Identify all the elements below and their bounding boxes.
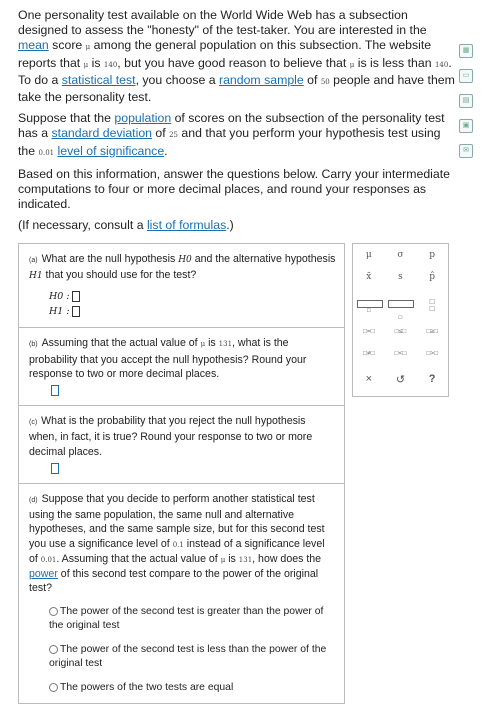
gt-button[interactable]: □>□ [426, 350, 438, 357]
radio-button[interactable] [49, 607, 58, 616]
paragraph-3: Based on this information, answer the questions below. Carry your intermediate computations to four or more decimal places, and round your responses as indicated. [18, 166, 450, 212]
h0-answer-input[interactable] [72, 291, 80, 302]
value-01: 0.1 [172, 540, 184, 549]
question-text: of this second test compare to the power of the original test? [29, 568, 319, 595]
text: of scores on the subsection of the personality test has a [18, 111, 445, 141]
op: ≥ [430, 328, 434, 335]
xbar-button[interactable]: x̄ [366, 272, 372, 282]
mu-button[interactable]: μ [365, 250, 372, 260]
power-link[interactable]: power [29, 568, 58, 581]
problem-statement [18, 8, 458, 240]
text: people and have them take the personality test. [18, 72, 455, 105]
radio-button[interactable] [49, 645, 58, 654]
standard-deviation-link[interactable]: standard deviation [51, 126, 152, 141]
text: .) [226, 218, 234, 233]
random-sample-link[interactable]: random sample [218, 72, 304, 87]
clear-icon[interactable]: × [365, 373, 373, 385]
text: . To do a [18, 55, 452, 87]
question-text: What are the null hypothesis [41, 253, 179, 265]
text: , but you have good reason to believe that [117, 55, 350, 70]
op: = [366, 328, 371, 335]
text: is [354, 55, 371, 70]
null-hypothesis-line [29, 289, 336, 304]
geq-button[interactable]: □≥□ [426, 328, 438, 335]
value-50: 50 [320, 77, 330, 86]
text: of [303, 72, 321, 87]
text: One personality test available on the World Wide Web has a subsection designed to assess the "honesty" of the test-taker. You are interested in the [18, 8, 427, 38]
question-label: (d) [29, 497, 38, 505]
value-140: 140 [434, 60, 449, 69]
text: among the general population on this subsection. The website reports that [18, 38, 432, 70]
text: and that you perform your hypothesis test using the [18, 126, 441, 158]
text: is less than [370, 55, 435, 70]
palette-row [353, 298, 448, 321]
significance-level-link[interactable]: level of significance [57, 143, 165, 158]
question-text: instead of a significance level of [29, 537, 325, 565]
mu-symbol: μ [220, 555, 226, 564]
neq-button[interactable]: □≠□ [363, 350, 375, 357]
h0-label: H0 : [49, 291, 70, 303]
undo-icon[interactable]: ↺ [395, 374, 406, 386]
side-toolbar [456, 44, 474, 169]
question-label: (b) [29, 341, 38, 349]
population-link[interactable]: population [114, 111, 172, 126]
question-text: is [205, 337, 219, 350]
book-icon[interactable]: ▣ [459, 119, 473, 133]
c-answer-input[interactable] [51, 463, 59, 474]
question-d [19, 484, 344, 703]
b-answer-input[interactable] [51, 385, 59, 396]
phat-button[interactable]: p̂ [429, 272, 436, 282]
question-label: (c) [29, 419, 38, 427]
question-text: Suppose that you decide to perform another statistical test using the same population, the same null and alternative hypotheses, and the same sample size, but for this second test you use a significance level of [29, 493, 325, 550]
op: > [430, 350, 435, 357]
option-equal[interactable] [29, 681, 336, 695]
option-label: The power of the second test is greater than the power of the original test [49, 606, 324, 632]
mail-icon[interactable]: ✉ [459, 144, 473, 158]
paragraph-2 [18, 111, 458, 161]
mean-link[interactable]: mean [18, 38, 49, 53]
answer-line [29, 461, 336, 475]
symbol-palette [352, 243, 449, 397]
option-label: The powers of the two tests are equal [60, 682, 234, 694]
op: < [398, 350, 403, 357]
question-text: What is the probability that you reject the null hypothesis when, in fact, it is true? Round your response to two or more decimal places. [29, 415, 313, 458]
op: ≠ [367, 350, 371, 357]
tablet-icon[interactable]: ▭ [459, 69, 473, 83]
value-140: 140 [103, 60, 118, 69]
calculator-icon[interactable]: ▦ [459, 44, 473, 58]
value-001: 0.01 [40, 555, 57, 564]
palette-row [353, 272, 448, 282]
statistical-test-link[interactable]: statistical test [61, 72, 136, 87]
question-text: . Assuming that the actual value of [56, 552, 221, 565]
radio-button[interactable] [49, 683, 58, 692]
palette-actions [353, 373, 448, 386]
paragraph-1 [18, 8, 458, 105]
question-text: Assuming that the actual value of [41, 337, 201, 350]
question-text: that you should use for the test? [42, 269, 197, 282]
question-text: is [225, 552, 239, 565]
paragraph-4 [18, 218, 458, 233]
op: ≤ [398, 328, 403, 335]
question-c [19, 406, 344, 484]
question-text: , what is the probability that you accept the null hypothesis? Round your response to two or more decimal places. [29, 337, 307, 380]
grid-icon[interactable]: ▤ [459, 94, 473, 108]
answer-line [29, 383, 336, 397]
questions-panel [18, 243, 345, 704]
value-001: 0.01 [38, 148, 55, 157]
text: , you choose a [135, 72, 219, 87]
option-less[interactable] [29, 643, 336, 671]
palette-row [353, 250, 448, 260]
fraction-button[interactable]: □ □ [429, 297, 435, 313]
formulas-link[interactable]: list of formulas [146, 218, 227, 233]
superscript-button[interactable]: □ [357, 298, 381, 321]
help-icon[interactable]: ? [428, 373, 436, 385]
h1-answer-input[interactable] [72, 306, 80, 317]
value-131: 131 [218, 340, 233, 349]
question-label: (a) [29, 257, 38, 264]
value-131: 131 [238, 555, 253, 564]
leq-button[interactable]: □≤□ [394, 328, 407, 335]
question-text: and the alternative hypothesis [191, 253, 336, 265]
mu-symbol: μ [349, 60, 355, 69]
h1-label: H1 : [49, 306, 70, 318]
text: (If necessary, consult a [18, 218, 147, 233]
alt-hypothesis-line [29, 304, 336, 319]
box-icon [388, 300, 414, 308]
mu-symbol: μ [85, 43, 91, 52]
text: score [48, 38, 86, 53]
question-text: , how does the [252, 552, 322, 565]
question-a [19, 244, 344, 328]
text: Suppose that the [18, 111, 115, 126]
palette-row [353, 350, 448, 357]
text: . [164, 143, 168, 158]
mu-symbol: μ [200, 340, 206, 349]
lt-button[interactable]: □<□ [394, 350, 407, 357]
equals-button[interactable]: □=□ [362, 328, 375, 335]
subscript-button[interactable]: □ [388, 298, 412, 321]
box-icon [357, 300, 383, 308]
s-button[interactable]: s [398, 272, 403, 282]
value-25: 25 [169, 131, 179, 140]
option-label: The power of the second test is less than the power of the original test [49, 644, 327, 670]
mu-symbol: μ [83, 60, 89, 69]
option-greater[interactable] [29, 605, 336, 633]
text: of [152, 126, 170, 141]
text: is [88, 55, 104, 70]
palette-row [353, 328, 448, 335]
sigma-button[interactable]: σ [397, 250, 404, 260]
p-button[interactable]: p [429, 250, 436, 260]
h0-symbol: H0 [178, 255, 192, 265]
h1-symbol: H1 [29, 271, 43, 282]
question-b [19, 328, 344, 406]
